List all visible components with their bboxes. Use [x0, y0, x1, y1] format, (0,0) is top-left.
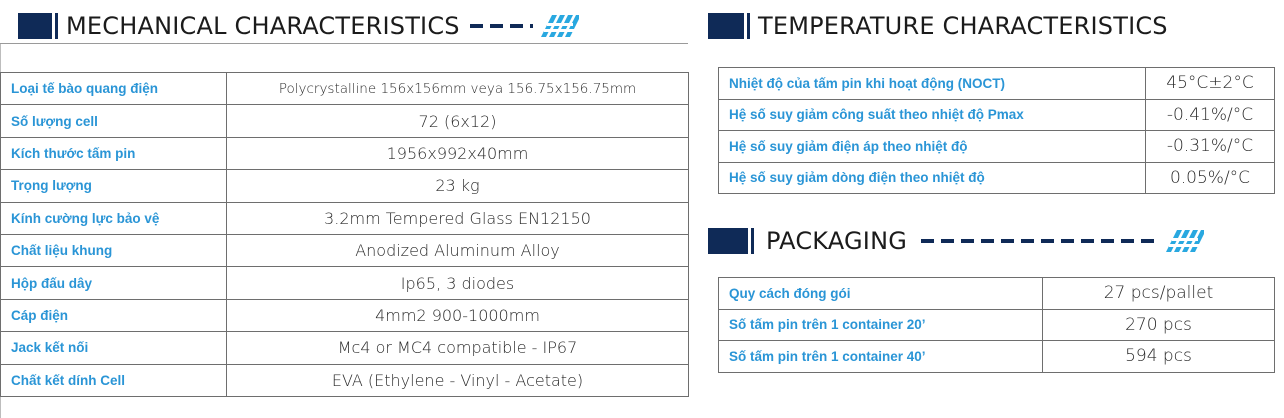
row-label: Số lượng cell [1, 105, 227, 137]
row-value: EVA (Ethylene - Vinyl - Acetate) [227, 364, 689, 396]
row-value: 3.2mm Tempered Glass EN12150 [227, 202, 689, 234]
table-row [1, 202, 689, 234]
table-row [1, 299, 689, 331]
heading-block-icon [708, 13, 744, 39]
row-value: 45°C±2°C [1146, 68, 1275, 100]
left-divider [0, 43, 688, 44]
row-value: 4mm2 900-1000mm [227, 299, 689, 331]
row-value: Mc4 or MC4 compatible - IP67 [227, 332, 689, 364]
table-row [719, 278, 1275, 310]
table-row [1, 137, 689, 169]
brand-logo-icon [539, 15, 579, 37]
heading-block-icon [708, 228, 748, 254]
table-row [719, 131, 1275, 163]
row-label: Chất liệu khung [1, 234, 227, 266]
mechanical-table [0, 72, 689, 397]
mechanical-title: MECHANICAL CHARACTERISTICS [66, 12, 460, 40]
table-row [719, 341, 1275, 373]
temperature-heading [708, 12, 1168, 40]
table-row [719, 68, 1275, 100]
row-value: -0.41%/°C [1146, 99, 1275, 131]
row-label: Hộp đấu dây [1, 267, 227, 299]
row-label: Hệ số suy giảm dòng điện theo nhiệt độ [719, 162, 1146, 194]
row-value: 23 kg [227, 170, 689, 202]
row-label: Trọng lượng [1, 170, 227, 202]
row-label: Quy cách đóng gói [719, 278, 1043, 310]
heading-dashes [470, 24, 533, 28]
row-label: Loại tế bào quang điện [1, 73, 227, 105]
packaging-table [718, 277, 1275, 373]
table-row [719, 309, 1275, 341]
row-label: Số tấm pin trên 1 container 20’ [719, 309, 1043, 341]
table-row [719, 162, 1275, 194]
table-row [1, 73, 689, 105]
row-value: 594 pcs [1043, 341, 1275, 373]
row-value: 270 pcs [1043, 309, 1275, 341]
heading-dashes [921, 239, 1154, 243]
row-label: Hệ số suy giảm công suất theo nhiệt độ Pmax [719, 99, 1146, 131]
brand-logo-icon [1162, 230, 1206, 252]
table-row [1, 364, 689, 396]
row-label: Chất kết dính Cell [1, 364, 227, 396]
row-label: Số tấm pin trên 1 container 40’ [719, 341, 1043, 373]
row-value: Ip65, 3 diodes [227, 267, 689, 299]
row-label: Nhiệt độ của tấm pin khi hoạt động (NOCT) [719, 68, 1146, 100]
table-row [1, 105, 689, 137]
table-row [1, 267, 689, 299]
table-row [1, 332, 689, 364]
mechanical-heading [18, 12, 579, 40]
table-row [719, 99, 1275, 131]
row-value: -0.31%/°C [1146, 131, 1275, 163]
row-value: 27 pcs/pallet [1043, 278, 1275, 310]
packaging-title: PACKAGING [766, 227, 908, 255]
row-label: Jack kết nối [1, 332, 227, 364]
row-label: Kính cường lực bảo vệ [1, 202, 227, 234]
packaging-heading [708, 227, 1206, 255]
row-value: 1956x992x40mm [227, 137, 689, 169]
row-value: 72 (6x12) [227, 105, 689, 137]
row-value: Anodized Aluminum Alloy [227, 234, 689, 266]
row-label: Cáp điện [1, 299, 227, 331]
table-row [1, 234, 689, 266]
table-row [1, 170, 689, 202]
row-value: 0.05%/°C [1146, 162, 1275, 194]
heading-block-icon [18, 13, 52, 39]
temperature-title: TEMPERATURE CHARACTERISTICS [758, 12, 1168, 40]
row-label: Kích thước tấm pin [1, 137, 227, 169]
temperature-table [718, 67, 1275, 194]
row-value: Polycrystalline 156x156mm veya 156.75x156.75mm [227, 73, 689, 105]
row-label: Hệ số suy giảm điện áp theo nhiệt độ [719, 131, 1146, 163]
